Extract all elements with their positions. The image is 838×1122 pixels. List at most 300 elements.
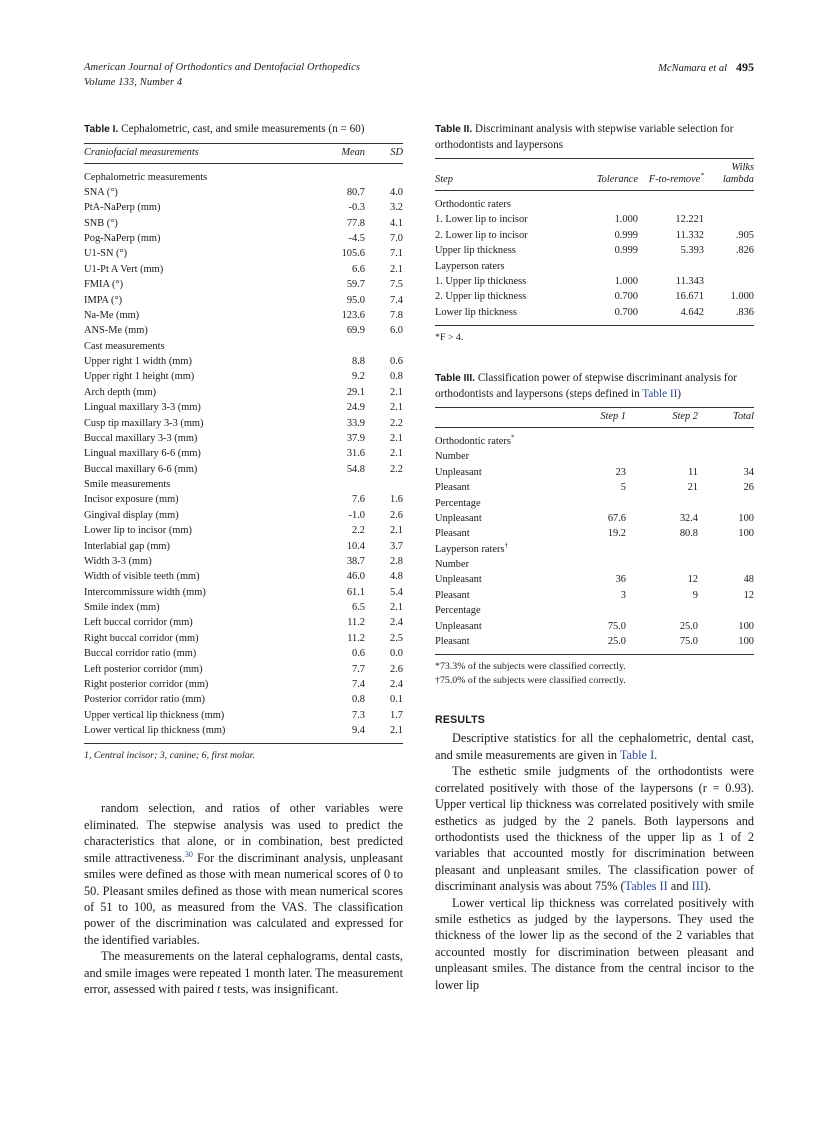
table-3-cell-step1	[554, 542, 626, 557]
table-3-row-label: Unpleasant	[435, 466, 482, 478]
table-1-cell-mean: 38.7	[346, 555, 365, 567]
table-1-cell-sd	[365, 477, 403, 492]
table-1-row-label: Cast measurements	[84, 340, 165, 352]
table-1-cell-sd: 7.4	[390, 294, 403, 306]
table-1-cell-mean	[307, 477, 365, 492]
table-1-cell-mean	[307, 163, 365, 185]
left-column-gap	[84, 789, 403, 800]
table-1-cell-sd: 4.8	[390, 571, 403, 583]
table-2-cell-f: 4.642	[680, 306, 704, 318]
right-p2-mid: and	[667, 879, 692, 894]
table-1-cell-mean: -0.3	[348, 202, 365, 214]
table-1-cell-mean: -4.5	[348, 233, 365, 244]
reference-link-30[interactable]: 30	[184, 849, 193, 859]
table-row	[435, 557, 754, 572]
table-2-cell-tolerance: 0.700	[614, 306, 638, 318]
table-3-body	[435, 428, 754, 650]
table-3-cell-step2	[626, 496, 698, 511]
table-1-cell-mean: 11.2	[347, 632, 365, 644]
table-row	[84, 615, 403, 630]
table-1-cell-sd: 2.1	[390, 725, 403, 736]
table-1-cell-mean: 105.6	[341, 248, 365, 260]
table-1-cell-mean: 80.7	[346, 186, 365, 198]
table-1-cell-mean: 24.9	[346, 402, 365, 414]
table-1-cell-mean: 6.5	[352, 602, 365, 613]
table-3-row-label: Unpleasant	[435, 512, 482, 524]
table-1-cell-sd	[365, 339, 403, 354]
table-1-cell-mean: 10.4	[346, 540, 365, 552]
table-3-row-label: Pleasant	[435, 635, 470, 647]
table-2-col-wilks-line1: Wilks	[731, 162, 754, 173]
table-1-cell-mean: 61.1	[346, 586, 365, 598]
table-1-cell-sd: 0.1	[390, 694, 403, 706]
table-1-row-label: Smile measurements	[84, 479, 171, 490]
table-1-row-label: Width of visible teeth (mm)	[84, 571, 200, 583]
table-row	[84, 677, 403, 692]
table-row	[435, 305, 754, 320]
table-1-row-label: Posterior corridor ratio (mm)	[84, 694, 205, 706]
running-head	[84, 60, 754, 90]
table-row	[435, 289, 754, 304]
table-1-row-label: Lower lip to incisor (mm)	[84, 525, 192, 537]
table-3-cell-step2: 9	[692, 589, 698, 601]
table-row	[435, 228, 754, 243]
table-1-number: Table I.	[84, 124, 119, 135]
table-2-cell-wilks: 1.000	[730, 291, 754, 303]
table-3-cell-total	[698, 557, 754, 572]
journal-title: American Journal of Orthodontics and Dentofacial Orthopedics	[84, 62, 361, 73]
table-1-cell-sd: 6.0	[390, 325, 403, 337]
table-1-row-label: ANS-Me (mm)	[84, 325, 148, 337]
table-1-cell-sd	[365, 163, 403, 185]
table-row	[84, 231, 403, 246]
table-2-header-row	[435, 159, 754, 191]
right-paragraph-2	[435, 763, 754, 894]
left-column	[84, 122, 403, 997]
table-2-col-step: Step	[435, 159, 576, 191]
table-1-cell-mean: 77.8	[346, 217, 365, 229]
footnote-marker: *	[700, 170, 704, 180]
table-row	[84, 569, 403, 584]
table-1-row-label: Interlabial gap (mm)	[84, 540, 170, 552]
table-2-footnote: *F > 4.	[435, 332, 464, 344]
table-row	[435, 450, 754, 465]
table-row	[435, 588, 754, 603]
table-2-cell-wilks: .836	[735, 306, 754, 318]
table-row	[84, 723, 403, 738]
table-2-row-label: 1. Upper lip thickness	[435, 275, 527, 287]
table-3-cell-step1: 3	[620, 589, 626, 601]
table-2-grid	[435, 158, 754, 320]
table-1-cell-sd: 7.8	[390, 309, 403, 321]
table-1-grid	[84, 143, 403, 739]
table-3-cell-step1: 75.0	[607, 620, 626, 632]
table-1-cell-mean: 7.6	[352, 494, 365, 506]
table-3-cell-total: 100	[738, 635, 754, 647]
table-row	[84, 246, 403, 261]
table-1-row-label: Left buccal corridor (mm)	[84, 617, 193, 629]
table-1-cell-mean: 7.4	[352, 678, 365, 690]
table-1-cell-sd: 5.4	[390, 586, 403, 598]
table-1-row-label: Buccal corridor ratio (mm)	[84, 648, 197, 660]
table-1-cell-sd: 0.0	[390, 648, 403, 660]
table-2-cell-f: 12.221	[675, 214, 704, 226]
table-3-grid	[435, 407, 754, 649]
table-row	[84, 185, 403, 200]
left-paragraph-2	[84, 948, 403, 997]
table-1-cell-sd: 7.5	[390, 279, 403, 291]
table-3-row-label: Number	[435, 451, 470, 463]
table-row	[435, 573, 754, 588]
table-row	[84, 631, 403, 646]
table-2-cell-f	[638, 191, 704, 213]
table-row	[435, 542, 754, 557]
table-row	[84, 600, 403, 615]
table-3-number: Table III.	[435, 373, 476, 385]
table-1-cell-mean: 2.2	[352, 525, 365, 537]
table-row	[84, 462, 403, 477]
running-head-right	[658, 60, 754, 75]
table-1-cell-sd: 2.1	[390, 263, 403, 275]
table-2-cell-tolerance	[576, 191, 638, 213]
table-3-row-label: Pleasant	[435, 589, 470, 601]
table-3-col-blank	[435, 408, 554, 428]
table-3-cell-total: 100	[738, 528, 754, 540]
table-1-row-label: Upper vertical lip thickness (mm)	[84, 709, 225, 721]
right-paragraph-3: Lower vertical lip thickness was correlated positively with smile esthetics as judged by the laypersons. They used the thickness of the lower lip as the second of the 2 variables that accounted mostly for discrimination between pleasant and unpleasant smiles. The distance from the central incisor to the lower lip	[435, 895, 754, 992]
table-1-cell-mean: 7.7	[352, 663, 365, 675]
table-3-cell-total	[698, 450, 754, 465]
table-2-cell-wilks	[704, 212, 754, 227]
table-1-row-label: Upper right 1 width (mm)	[84, 356, 192, 367]
table-1-col-measurements: Craniofacial measurements	[84, 143, 307, 163]
table-1-cell-mean: 9.4	[352, 725, 365, 736]
table-1-row-label: Na-Me (mm)	[84, 309, 140, 321]
table-3	[435, 371, 754, 688]
left-p1-part-a: random selection, and ratios of other variables were eliminated. The stepwise analysis was used to predict the characteristics that alone, or in combination, best predicted smile attractiveness.	[84, 801, 403, 865]
table-2-cell-tolerance: 1.000	[614, 275, 638, 287]
running-head-left	[84, 60, 360, 90]
table-3-footnote-1: *73.3% of the subjects were classified correctly.	[435, 661, 626, 673]
page-number: 495	[736, 60, 754, 74]
table-1-col-mean: Mean	[307, 143, 365, 163]
table-1-row-label: Cephalometric measurements	[84, 171, 208, 183]
table-row	[435, 496, 754, 511]
right-p2-part-b: ).	[703, 879, 712, 894]
footnote-marker: *	[510, 432, 515, 442]
left-p2-italic-t: t	[217, 981, 221, 996]
table-row	[435, 526, 754, 541]
table-1-cell-sd: 2.8	[390, 555, 403, 567]
table-3-cell-step1	[554, 428, 626, 450]
table-row	[84, 323, 403, 338]
table-3-caption-part-2: )	[677, 387, 682, 400]
table-row	[84, 262, 403, 277]
table-1-row-label: Arch depth (mm)	[84, 386, 157, 398]
table-3-cell-step2	[626, 450, 698, 465]
table-1-row-label: Right buccal corridor (mm)	[84, 632, 199, 644]
table-1-cell-sd: 2.1	[390, 386, 403, 398]
table-2-cell-wilks: .826	[735, 245, 754, 257]
table-1-cell-sd: 1.7	[390, 709, 403, 721]
table-2-body	[435, 191, 754, 321]
table-3-cell-total: 100	[738, 620, 754, 632]
table-1-row-label: Smile index (mm)	[84, 602, 160, 613]
table-2-cell-tolerance: 0.700	[614, 291, 638, 303]
table-row	[84, 431, 403, 446]
table-1-cell-mean: 54.8	[346, 463, 365, 475]
table-row	[84, 708, 403, 723]
table-3-cell-total: 34	[743, 466, 754, 478]
table-1-cell-mean: 9.2	[352, 371, 365, 383]
table-3-footnotes	[435, 655, 754, 688]
table-3-cell-step2: 25.0	[679, 620, 698, 632]
table-3-row-label: Layperson raters†	[435, 540, 509, 555]
table-3-xref[interactable]: III	[691, 879, 704, 894]
right-p2-part-a: The esthetic smile judgments of the orthodontists were correlated positively with those of the laypersons (r = 0.93). Upper vertical lip thickness was correlated positively with smile esthetics as judged by the 2 panels. Both laypersons and orthodontists used the thickness of the upper lip as 1 of 2 variables that accounted mostly for discrimination between pleasant and unpleasant smiles. The classification power of discriminant analysis was about 75% (	[435, 764, 754, 894]
table-2-cell-f: 11.332	[675, 229, 704, 241]
table-1-row-label: SNB (°)	[84, 217, 118, 229]
left-p1-part-b: For the discriminant analysis, unpleasant smiles were defined as those with mean numerical scores of 0 to 50. Pleasant smiles defined as those with mean numerical scores of 51 to 100, as measured from the VAS. The classification power of the discrimination was calculated and expressed for the identified variables.	[84, 850, 403, 947]
table-3-row-label: Percentage	[435, 605, 481, 617]
table-1-cell-mean: 0.6	[352, 648, 365, 660]
table-1-cell-mean: 0.8	[352, 694, 365, 706]
table-1-footnote	[84, 744, 403, 763]
table-2-row-label: 1. Lower lip to incisor	[435, 214, 528, 226]
table-1	[84, 122, 403, 763]
table-row	[435, 212, 754, 227]
table-1-row-label: U1-SN (°)	[84, 248, 128, 260]
table-row	[435, 619, 754, 634]
left-p2-part-a: The measurements on the lateral cephalograms, dental casts, and smile images were repeated 1 month later. The measurement error, assessed with paired	[84, 949, 403, 996]
table-1-row-label: Cusp tip maxillary 3-3 (mm)	[84, 417, 204, 429]
table-2-cell-wilks	[704, 274, 754, 289]
table-1-row-label: Upper right 1 height (mm)	[84, 371, 195, 383]
table-row	[435, 274, 754, 289]
table-row	[84, 446, 403, 461]
table-1-row-label: Lingual maxillary 3-3 (mm)	[84, 402, 201, 414]
table-1-row-label: U1-Pt A Vert (mm)	[84, 263, 164, 275]
table-1-cell-mean: 59.7	[346, 279, 365, 291]
table-2-col-wilks-line2: lambda	[722, 174, 754, 185]
table-3-caption	[435, 371, 754, 402]
left-paragraph-1	[84, 800, 403, 948]
table-2-number: Table II.	[435, 124, 473, 135]
table-1-header-row	[84, 143, 403, 163]
table-3-col-total: Total	[698, 408, 754, 428]
table-2-cell-tolerance	[576, 259, 638, 274]
table-3-row-label: Number	[435, 559, 470, 571]
volume-issue: Volume 133, Number 4	[84, 77, 183, 88]
table-2-cell-tolerance: 1.000	[614, 214, 638, 226]
table-3-cell-step2: 75.0	[679, 635, 698, 647]
table-row	[84, 508, 403, 523]
table-1-row-label: Buccal maxillary 6-6 (mm)	[84, 463, 198, 475]
table-3-cell-total: 26	[743, 482, 754, 494]
table-1-cell-sd: 2.1	[390, 432, 403, 444]
table-1-cell-sd: 2.6	[390, 509, 403, 521]
table-3-cell-step1: 36	[615, 574, 626, 586]
table-1-footnote-text: 1, Central incisor; 3, canine; 6, first molar.	[84, 750, 255, 762]
right-column	[435, 122, 754, 997]
table-row	[435, 428, 754, 450]
footnote-marker: †	[504, 540, 509, 550]
table-3-row-label: Unpleasant	[435, 574, 482, 586]
table-1-cell-sd: 1.6	[390, 494, 403, 506]
table-row	[84, 646, 403, 661]
table-2-cell-tolerance: 0.999	[614, 245, 638, 257]
table-1-row-label: Incisor exposure (mm)	[84, 494, 179, 506]
table-2-cell-wilks: .905	[735, 229, 754, 241]
table-2-col-f-to-remove: F-to-remove*	[638, 159, 704, 191]
table-1-cell-mean: 33.9	[346, 417, 365, 429]
table-row	[84, 492, 403, 507]
table-3-head	[435, 408, 754, 428]
table-row	[84, 339, 403, 354]
table-1-cell-mean: 11.2	[347, 617, 365, 629]
table-3-header-row	[435, 408, 754, 428]
table-1-cell-sd: 7.0	[390, 233, 403, 244]
table-2-col-wilks-lambda	[704, 159, 754, 191]
table-row	[84, 200, 403, 215]
table-1-caption	[84, 122, 403, 138]
table-row	[84, 354, 403, 369]
table-1-cell-sd: 7.1	[390, 248, 403, 260]
table-1-col-sd: SD	[365, 143, 403, 163]
table-1-cell-sd: 2.1	[390, 448, 403, 460]
table-1-row-label: Pog-NaPerp (mm)	[84, 233, 161, 244]
table-1-cell-sd: 2.2	[390, 417, 403, 429]
table-1-row-label: FMIA (°)	[84, 279, 124, 291]
table-1-cell-sd: 2.1	[390, 525, 403, 537]
table-3-cell-step1	[554, 603, 626, 618]
table-row	[435, 511, 754, 526]
table-row	[435, 243, 754, 258]
table-3-cell-step2	[626, 603, 698, 618]
table-1-cell-sd: 3.2	[390, 202, 403, 214]
table-1-row-label: Left posterior corridor (mm)	[84, 663, 203, 675]
table-row	[435, 191, 754, 213]
table-row	[84, 416, 403, 431]
results-heading: RESULTS	[435, 714, 486, 727]
table-row	[84, 477, 403, 492]
table-1-cell-sd: 0.6	[390, 356, 403, 367]
table-1-cell-sd: 0.8	[390, 371, 403, 383]
table-2-cell-f: 5.393	[680, 245, 704, 257]
table-3-col-step-2: Step 2	[626, 408, 698, 428]
table-3-cell-total: 48	[743, 574, 754, 586]
table-2-row-label: 2. Lower lip to incisor	[435, 229, 528, 241]
table-row	[435, 480, 754, 495]
table-1-row-label: PtA-NaPerp (mm)	[84, 202, 161, 214]
table-3-cell-step1	[554, 496, 626, 511]
right-p1-part-b: .	[654, 747, 658, 762]
table-row	[84, 662, 403, 677]
table-1-cell-mean: 95.0	[346, 294, 365, 306]
table-2-caption	[435, 122, 754, 153]
table-1-row-label: Lingual maxillary 6-6 (mm)	[84, 448, 201, 460]
table-3-caption-xref[interactable]: Table II	[642, 387, 678, 400]
table-1-cell-sd: 4.0	[390, 186, 403, 198]
table-1-cell-sd: 2.5	[390, 632, 403, 644]
table-3-cell-step2: 11	[687, 466, 698, 478]
table-1-row-label: Buccal maxillary 3-3 (mm)	[84, 432, 198, 444]
table-3-cell-step2: 80.8	[679, 528, 698, 540]
two-column-layout	[84, 122, 754, 997]
tables-2-xref[interactable]: Tables II	[624, 879, 668, 894]
table-3-cell-step2	[626, 428, 698, 450]
table-2-cell-f: 11.343	[675, 275, 704, 287]
table-2-cell-f	[638, 259, 704, 274]
table-3-cell-step1	[554, 450, 626, 465]
table-1-row-label: Lower vertical lip thickness (mm)	[84, 725, 226, 736]
table-1-cell-mean: 37.9	[346, 432, 365, 444]
table-3-row-label: Orthodontic raters*	[435, 432, 515, 448]
table-row	[84, 277, 403, 292]
table-row	[84, 293, 403, 308]
table-3-cell-total	[698, 496, 754, 511]
table-3-cell-step1: 19.2	[607, 528, 626, 540]
table-3-cell-step2	[626, 557, 698, 572]
table-3-cell-step1: 23	[615, 466, 626, 478]
table-1-cell-mean: 6.6	[352, 263, 365, 275]
table-row	[84, 585, 403, 600]
table-3-cell-step1	[554, 557, 626, 572]
table-2-cell-f: 16.671	[675, 291, 704, 303]
table-2-cell-tolerance: 0.999	[614, 229, 638, 241]
authors-running-head: McNamara et al	[658, 63, 727, 74]
table-row	[435, 603, 754, 618]
table-3-cell-step2: 21	[687, 482, 698, 494]
table-3-row-label: Percentage	[435, 497, 481, 509]
table-2	[435, 122, 754, 345]
table-1-cell-mean: 123.6	[341, 309, 365, 321]
table-row	[84, 385, 403, 400]
table-1-row-label: IMPA (°)	[84, 294, 123, 306]
table-1-cell-sd: 2.6	[390, 663, 403, 675]
table-3-cell-step1: 25.0	[607, 635, 626, 647]
table-1-cell-mean	[307, 339, 365, 354]
table-3-row-label: Pleasant	[435, 528, 470, 540]
table-row	[84, 308, 403, 323]
table-3-cell-total	[698, 603, 754, 618]
table-row	[84, 539, 403, 554]
table-row	[435, 259, 754, 274]
table-row	[84, 216, 403, 231]
table-1-row-label: Intercommissure width (mm)	[84, 586, 206, 598]
table-1-cell-sd: 2.4	[390, 617, 403, 629]
table-row	[84, 369, 403, 384]
table-1-caption-text: Cephalometric, cast, and smile measurements (n = 60)	[121, 123, 365, 135]
right-p1-part-a: Descriptive statistics for all the cephalometric, dental cast, and smile measurements are given in	[435, 731, 754, 762]
table-1-cell-mean: 7.3	[352, 709, 365, 721]
table-2-cell-wilks	[704, 191, 754, 213]
table-2-row-label: Layperson raters	[435, 260, 505, 272]
table-1-xref[interactable]: Table I	[619, 747, 655, 762]
table-3-cell-total: 12	[743, 589, 754, 601]
table-3-row-label: Unpleasant	[435, 620, 482, 632]
table-3-cell-step2: 12	[687, 574, 698, 586]
table-1-cell-sd: 2.1	[390, 402, 403, 414]
table-1-cell-mean: 29.1	[346, 386, 365, 398]
table-1-cell-sd: 2.1	[390, 602, 403, 613]
table-row	[84, 523, 403, 538]
table-1-head	[84, 143, 403, 163]
table-3-cell-step2: 32.4	[679, 512, 698, 524]
table-1-row-label: Width 3-3 (mm)	[84, 555, 152, 567]
table-row	[84, 692, 403, 707]
table-1-row-label: Gingival display (mm)	[84, 509, 179, 521]
